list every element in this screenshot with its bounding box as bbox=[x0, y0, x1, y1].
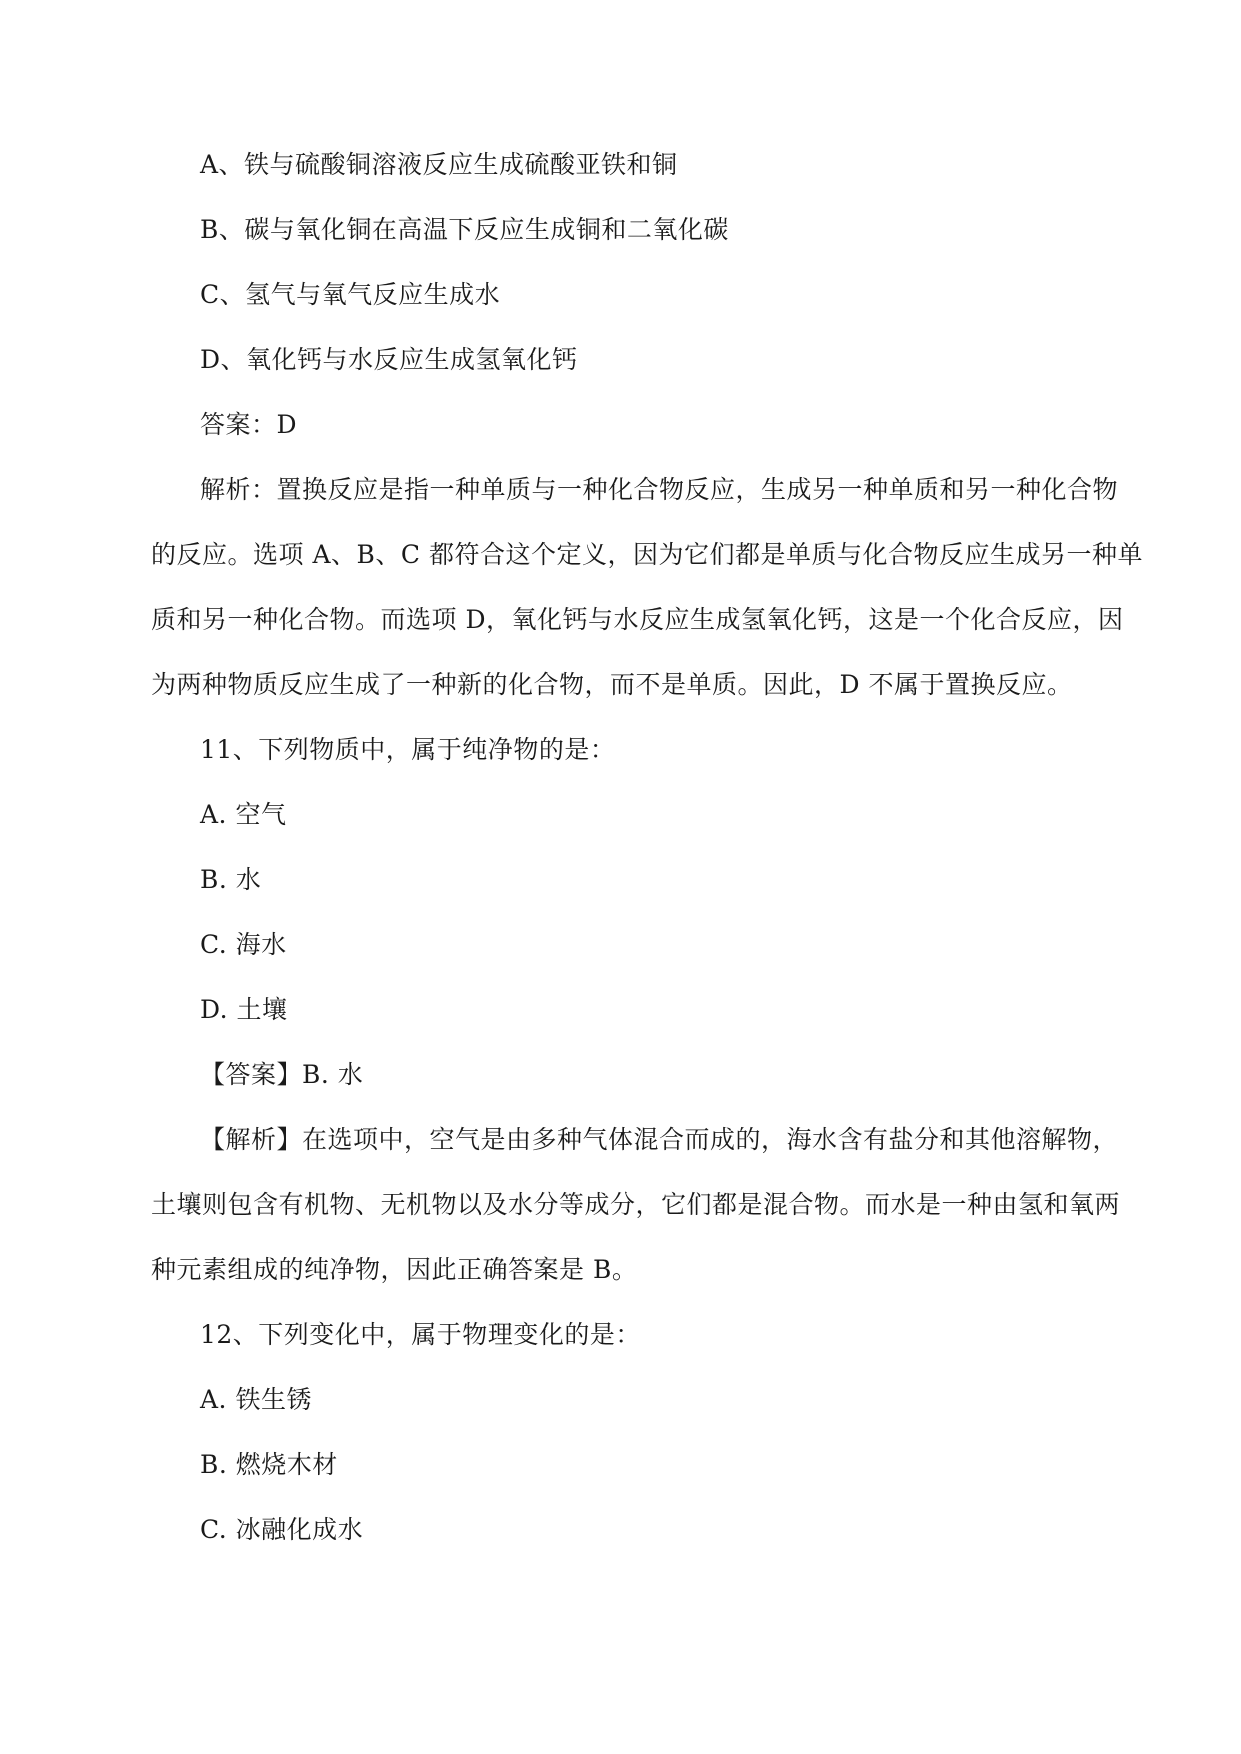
q10-analysis-line: 质和另一种化合物。而选项 D，氧化钙与水反应生成氢氧化钙，这是一个化合反应，因 bbox=[151, 605, 1124, 634]
q11-answer: 【答案】B. 水 bbox=[200, 1060, 364, 1089]
q11-option-b: B. 水 bbox=[200, 865, 262, 894]
q10-option-c: C、氢气与氧气反应生成水 bbox=[200, 280, 501, 309]
q10-option-a: A、铁与硫酸铜溶液反应生成硫酸亚铁和铜 bbox=[200, 150, 678, 179]
q10-analysis-line: 的反应。选项 A、B、C 都符合这个定义，因为它们都是单质与化合物反应生成另一种单 bbox=[151, 540, 1143, 569]
q11-option-a: A. 空气 bbox=[200, 800, 287, 829]
q12-option-b: B. 燃烧木材 bbox=[200, 1450, 338, 1479]
q12-question: 12、下列变化中，属于物理变化的是： bbox=[200, 1320, 641, 1349]
q10-option-d: D、氧化钙与水反应生成氢氧化钙 bbox=[200, 345, 578, 374]
q10-analysis-line: 解析：置换反应是指一种单质与一种化合物反应，生成另一种单质和另一种化合物 bbox=[200, 475, 1119, 504]
q10-analysis-line: 为两种物质反应生成了一种新的化合物，而不是单质。因此，D 不属于置换反应。 bbox=[151, 670, 1073, 699]
q10-answer: 答案：D bbox=[200, 410, 298, 439]
q11-analysis-line: 【解析】在选项中，空气是由多种气体混合而成的，海水含有盐分和其他溶解物， bbox=[200, 1125, 1119, 1154]
q11-analysis-line: 种元素组成的纯净物，因此正确答案是 B。 bbox=[151, 1255, 638, 1284]
q11-analysis-line: 土壤则包含有机物、无机物以及水分等成分，它们都是混合物。而水是一种由氢和氧两 bbox=[151, 1190, 1121, 1219]
q12-option-a: A. 铁生锈 bbox=[200, 1385, 312, 1414]
q12-option-c: C. 冰融化成水 bbox=[200, 1515, 364, 1544]
q11-option-c: C. 海水 bbox=[200, 930, 287, 959]
q11-option-d: D. 土壤 bbox=[200, 995, 288, 1024]
q11-question: 11、下列物质中，属于纯净物的是： bbox=[200, 735, 616, 764]
q10-option-b: B、碳与氧化铜在高温下反应生成铜和二氧化碳 bbox=[200, 215, 729, 244]
